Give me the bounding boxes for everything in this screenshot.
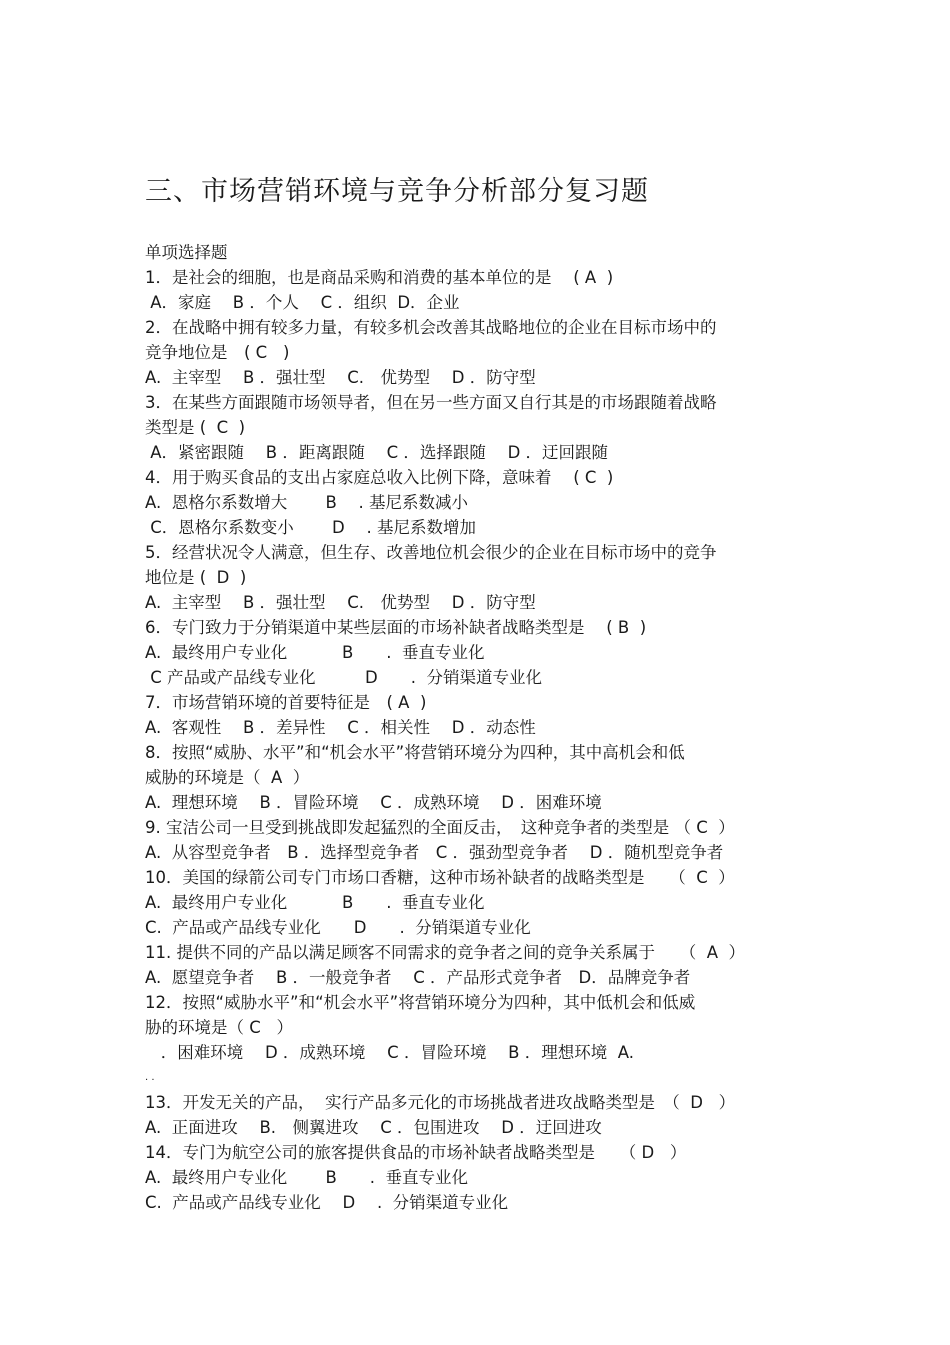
text-line: 地位是 ( D )	[145, 568, 247, 587]
page-title: 三、市场营销环境与竞争分析部分复习题	[145, 176, 649, 207]
text-line: C. 产品或产品线专业化 D . 分销渠道专业化	[145, 1193, 509, 1212]
text-line: 9. 宝洁公司一旦受到挑战即发起猛烈的全面反击， 这种竞争者的类型是 （ C ）	[145, 818, 735, 837]
text-line: C．恩格尔系数变小 D . 基尼系数增加	[145, 518, 476, 537]
text-line: 竞争地位是 ( C )	[145, 343, 290, 362]
text-line: A．紧密跟随 B ．距离跟随 C ．选择跟随 D ．迂回跟随	[145, 443, 609, 462]
text-line: C 产品或产品线专业化 D . 分销渠道专业化	[145, 668, 542, 687]
text-line: 4．用于购买食品的支出占家庭总收入比例下降，意味着 ( C )	[145, 468, 614, 487]
text-line: 14．专门为航空公司的旅客提供食品的市场补缺者战略类型是 （ D ）	[145, 1143, 687, 1162]
text-line: 1．是社会的细胞，也是商品采购和消费的基本单位的是 ( A )	[145, 268, 614, 287]
section-label: 单项选择题	[145, 243, 228, 262]
text-line: 8．按照“威胁、水平”和“机会水平”将营销环境分为四种，其中高机会和低	[145, 743, 685, 762]
text-line: 11. 提供不同的产品以满足顾客不同需求的竞争者之间的竞争关系属于 （ A ）	[145, 943, 746, 962]
text-line: 12．按照“威胁水平”和“机会水平”将营销环境分为四种，其中低机会和低威	[145, 993, 696, 1012]
text-line: A. 正面进攻 B. 侧翼进攻 C ．包围进攻 D ．迂回进攻	[145, 1118, 602, 1137]
text-line: A. 愿望竞争者 B ．一般竞争者 C ．产品形式竞争者 D．品牌竞争者	[145, 968, 691, 987]
text-line: 10．美国的绿箭公司专门市场口香糖，这种市场补缺者的战略类型是 （ C ）	[145, 868, 735, 887]
question-list	[145, 240, 845, 1215]
text-line: C. 产品或产品线专业化 D . 分销渠道专业化	[145, 918, 531, 937]
text-line: 威胁的环境是（ A ）	[145, 768, 310, 787]
text-line: 6．专门致力于分销渠道中某些层面的市场补缺者战略类型是 ( B )	[145, 618, 647, 637]
text-line: A. 理想环境 B ．冒险环境 C ．成熟环境 D ．困难环境	[145, 793, 602, 812]
text-line: A. 最终用户专业化 B . 垂直专业化	[145, 643, 485, 662]
text-line: 13．开发无关的产品， 实行产品多元化的市场挑战者进攻战略类型是 （ D ）	[145, 1093, 736, 1112]
text-line: 3．在某些方面跟随市场领导者，但在另一些方面又自行其是的市场跟随着战略	[145, 393, 717, 412]
text-line: 胁的环境是（ C ）	[145, 1018, 294, 1037]
text-line: . .	[145, 1072, 155, 1083]
text-line: A. 主宰型 B ．强壮型 C. 优势型 D ．防守型	[145, 368, 536, 387]
text-line: A. 最终用户专业化 B . 垂直专业化	[145, 1168, 469, 1187]
text-line: A. 客观性 B ．差异性 C ．相关性 D ．动态性	[145, 718, 536, 737]
text-line: A．家庭 B ．个人 C ．组织 D．企业	[145, 293, 460, 312]
text-line: 7．市场营销环境的首要特征是 ( A )	[145, 693, 427, 712]
text-line: 5．经营状况令人满意，但生存、改善地位机会很少的企业在目标市场中的竞争	[145, 543, 717, 562]
text-line: ．困难环境 D ．成熟环境 C ．冒险环境 B ．理想环境 A.	[145, 1043, 634, 1062]
text-line: A. 最终用户专业化 B . 垂直专业化	[145, 893, 485, 912]
text-line: 类型是 ( C )	[145, 418, 246, 437]
text-line: A. 从容型竞争者 B ．选择型竞争者 C ．强劲型竞争者 D ．随机型竞争者	[145, 843, 724, 862]
text-line: A. 主宰型 B ．强壮型 C. 优势型 D ．防守型	[145, 593, 536, 612]
text-line: 2．在战略中拥有较多力量，有较多机会改善其战略地位的企业在目标市场中的	[145, 318, 717, 337]
text-line: A. 恩格尔系数增大 B . 基尼系数减小	[145, 493, 469, 512]
